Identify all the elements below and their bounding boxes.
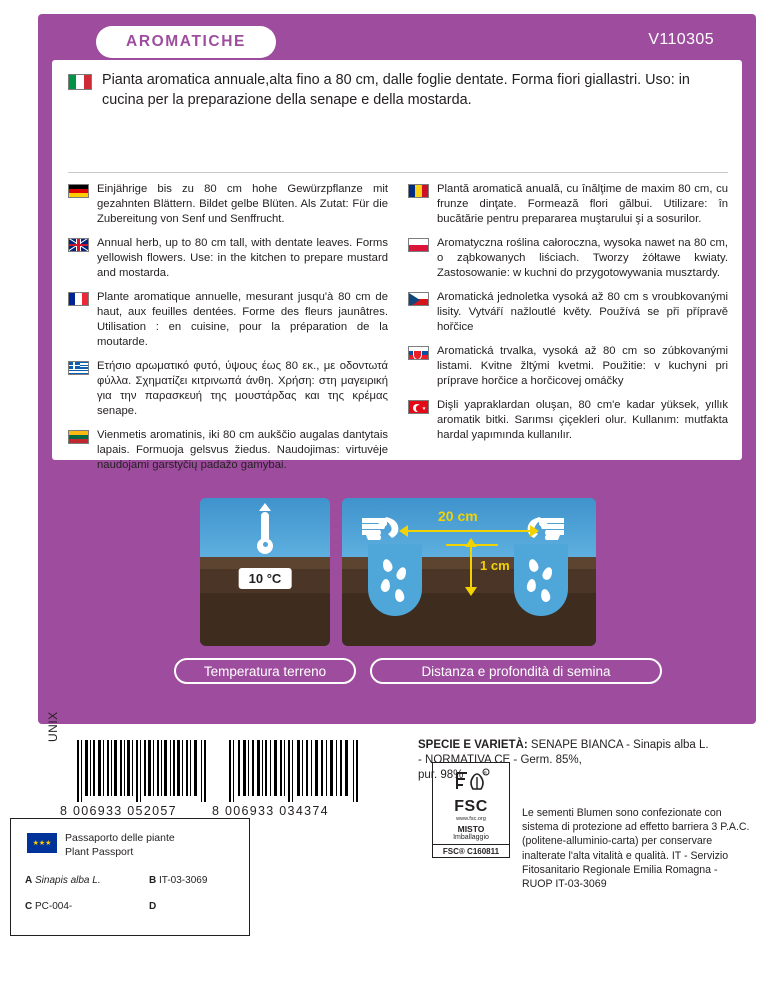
plant-passport-box xyxy=(10,818,250,936)
article-code: V110305 xyxy=(648,31,714,48)
passport-key-c: C xyxy=(25,901,33,912)
category-label: AROMATICHE xyxy=(126,33,246,50)
language-entry-fr xyxy=(68,290,388,350)
species-info xyxy=(418,738,748,784)
language-entry-cz xyxy=(408,290,728,335)
passport-value-c: PC-004- xyxy=(35,901,73,912)
description-primary-text: Pianta aromatica annuale,alta fino a 80 cm, dalle foglie dentate. Forma fiori giallastri. Uso: in cucina per la preparazione della senape e della mostarda. xyxy=(102,72,690,109)
language-entry-de xyxy=(68,182,388,227)
flag-pl-icon xyxy=(408,238,429,252)
svg-text:R: R xyxy=(483,770,487,776)
species-paragraph xyxy=(418,738,748,784)
flag-gb-icon xyxy=(68,238,89,252)
passport-key-a: A xyxy=(25,875,33,886)
language-text-gr: Ετήσιο αρωματικό φυτό, ύψους έως 80 εκ., με οδοντωτά φύλλα. Σχηματίζει κιτρινωπά άνθη. Χρήση: στη μαγειρική για την παρασκευή της μουστάρδας και της κρέμας senape. xyxy=(97,360,388,418)
language-text-fr: Plante aromatique annuelle, mesurant jusqu'à 80 cm de haut, aux feuilles dentées. Forme des fleurs jaunâtres. Utilisation : en cuisine, pour la préparation de la moutarde. xyxy=(97,291,388,349)
description-primary xyxy=(68,70,728,111)
category-badge xyxy=(96,26,276,58)
language-text-gb: Annual herb, up to 80 cm tall, with dentate leaves. Forms yellowish flowers. Use: in the kitchen to prepare mustard and mostarda. xyxy=(97,237,388,280)
passport-field-a xyxy=(25,875,101,886)
flag-tr-icon xyxy=(408,400,429,414)
language-entry-pl xyxy=(408,236,728,281)
species-label: SPECIE E VARIETÀ: xyxy=(418,739,528,751)
flag-it-icon xyxy=(68,74,92,90)
language-column-right xyxy=(408,182,728,452)
depth-value: 1 cm xyxy=(480,558,510,573)
seed-hole-right xyxy=(514,544,568,616)
fsc-word: FSC xyxy=(454,798,488,815)
distance-value: 20 cm xyxy=(438,508,478,524)
flag-de-icon xyxy=(68,184,89,198)
language-text-sk: Aromatická trvalka, vysoká až 80 cm so zúbkovanými listami. Kvitne žltými kvetmi. Použitie: v kuchyni pri príprave horčice a horčicovej omáčky xyxy=(437,345,728,388)
species-line2: - NORMATIVA CE - Germ. 85%, xyxy=(418,754,582,767)
flag-ro-icon xyxy=(408,184,429,198)
spacing-caption: Distanza e profondità di semina xyxy=(370,658,662,684)
thermometer-icon xyxy=(257,512,273,558)
barcode-left-number: 8 006933 052057 xyxy=(60,804,177,818)
language-entry-tr xyxy=(408,398,728,443)
language-text-lt: Vienmetis aromatinis, iki 80 cm aukščio augalas dantytais lapais. Formuoja gelsvus žiedus. Naudojimas: virtuvėje naudojami garstyčių padažo gamybai. xyxy=(97,429,388,472)
passport-field-b xyxy=(149,875,207,886)
language-text-pl: Aromatyczna roślina całoroczna, wysoka nawet na 80 cm, o ząbkowanych liściach. Tworzy żółtawe kwiaty. Zastosowanie: w kuchni do przygotowywania musztardy. xyxy=(437,237,728,280)
barcode-left xyxy=(76,740,206,802)
passport-value-b: IT-03-3069 xyxy=(159,875,208,886)
flag-cz-icon xyxy=(408,292,429,306)
sowing-distance-illustration xyxy=(342,498,596,646)
seed-hole-left xyxy=(368,544,422,616)
fsc-url: www.fsc.org xyxy=(456,816,486,822)
divider xyxy=(68,172,728,173)
distance-arrow xyxy=(408,530,530,532)
passport-field-d xyxy=(149,901,156,912)
soil-temperature-illustration xyxy=(200,498,330,646)
fsc-code: FSC® C160811 xyxy=(433,844,509,856)
temperature-value: 10 °C xyxy=(239,568,292,589)
fsc-misto: MISTO xyxy=(457,824,485,834)
description-card xyxy=(52,60,742,472)
language-entry-ro xyxy=(408,182,728,227)
passport-key-d: D xyxy=(149,901,157,912)
passport-field-c xyxy=(25,901,72,912)
hand-right-icon xyxy=(522,512,566,544)
packaging-blurb: Le sementi Blumen sono confezionate con sistema di protezione ad effetto barriera 3 P.A.C. (politene-alluminio-carta) per conservare inalterate l'alta vitalità e qualità. IT - Servizio Fitosanitario Regionale Emilia Romagna - RUOP IT-03-3069 xyxy=(522,807,750,890)
flag-fr-icon xyxy=(68,292,89,306)
passport-key-b: B xyxy=(149,875,157,886)
language-entry-gr xyxy=(68,359,388,419)
passport-title xyxy=(65,831,175,859)
flag-gr-icon xyxy=(68,361,89,375)
soil-deep xyxy=(200,593,330,646)
language-column-left xyxy=(68,182,388,482)
flag-sk-icon xyxy=(408,346,429,360)
barcode-right-number: 8 006933 034374 xyxy=(212,804,329,818)
language-text-cz: Aromatická jednoletka vysoká až 80 cm s vroubkovanými lisity. Vytváří nažloutlé květy. Používá se při přípravě hořčice xyxy=(437,291,728,334)
hand-left-icon xyxy=(360,512,404,544)
eu-flag-icon: ★★★ xyxy=(27,833,57,853)
flag-lt-icon xyxy=(68,430,89,444)
language-entry-lt xyxy=(68,428,388,473)
illustration-area xyxy=(52,480,742,705)
depth-arrow xyxy=(470,546,472,588)
unix-label: UNIX xyxy=(46,711,60,742)
language-text-de: Einjährige bis zu 80 cm hohe Gewürzpflanze mit gezahnten Blättern. Bildet gelbe Blüten. Als Zutat: Für die Zubereitung von Senf und Senffrucht. xyxy=(97,183,388,226)
passport-title-it: Passaporto delle piante xyxy=(65,832,175,844)
passport-title-en: Plant Passport xyxy=(65,846,134,859)
temperature-caption: Temperatura terreno xyxy=(174,658,356,684)
fsc-imballaggio: Imballaggio xyxy=(453,834,489,841)
species-line3: pur. 98% xyxy=(418,769,464,782)
species-line1: SENAPE BIANCA - Sinapis alba L. xyxy=(527,739,709,751)
language-text-tr: Dişli yapraklardan oluşan, 80 cm'e kadar yüksek, yıllık aromatik bitki. Sarımsı çiçekleri olur. Kullanım: mutfakta hardal yapımında kullanılır. xyxy=(437,399,728,442)
barcode-right xyxy=(228,740,358,802)
language-entry-sk xyxy=(408,344,728,389)
language-text-ro: Plantă aromatică anuală, cu înălţime de maxim 80 cm, cu frunze dinţate. Formează flori gălbui. Utilizare: în bucătărie pentru prepararea muştarului şi a sosurilor. xyxy=(437,183,728,226)
passport-value-a: Sinapis alba L. xyxy=(35,875,101,886)
language-entry-gb xyxy=(68,236,388,281)
